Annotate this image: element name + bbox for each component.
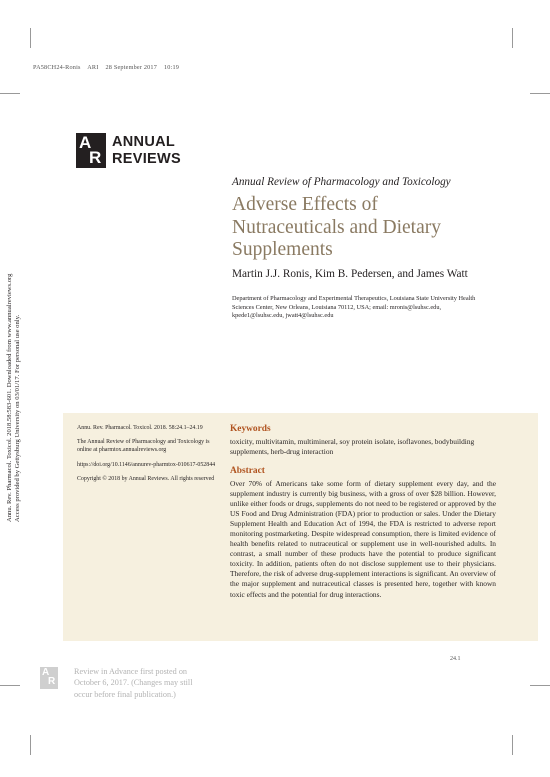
keywords-text: toxicity, multivitamin, multimineral, soy protein isolate, isoflavones, bodybuilding supplements, herb-drug interaction — [230, 437, 475, 457]
crop-mark-left-top — [0, 93, 20, 94]
access-notice-line-1: Annu. Rev. Pharmacol. Toxicol. 2018.58:583-601. Downloaded from www.annualreviews.org — [6, 273, 13, 522]
logo-mark-r: R — [89, 148, 102, 167]
crop-mark-bottom-left — [30, 735, 31, 755]
crop-mark-left-bottom — [0, 685, 20, 686]
crop-mark-bottom-right — [512, 735, 513, 755]
ar-logo-mark — [76, 133, 106, 168]
article-title: Adverse Effects of Nutraceuticals and Dietary Supplements — [232, 194, 441, 260]
logo-mark-a: A — [79, 133, 92, 152]
crop-mark-top-left — [30, 28, 31, 48]
abstract-text: Over 70% of Americans take some form of dietary supplement every day, and the supplement industry is currently big business, with a gross of over $28 billion. However, unlike either foods or drugs, supplements do not need to be registered or approved by the US Food and Drug Administration (FDA) prior to production or sales. Under the Dietary Supplement Health and Education Act of 1994, the FDA is restricted to adverse report monitoring postmarketing. Despite widespread consumption, there is limited evidence of health benefits related to nutraceutical or supplement use in well-nourished adults. In contrast, a small number of these products have the potential to produce significant toxicity. In addition, patients often do not disclose supplement use to their physicians. Therefore, the risk of adverse drug-supplement interactions is significant. An overview of the major supplement and nutraceutical classes is presented here, together with known toxic effects and the potential for drug interactions. — [230, 479, 496, 599]
access-notice — [6, 262, 20, 522]
advance-logo-a: A — [42, 667, 50, 678]
crop-mark-right-top — [530, 93, 550, 94]
advance-logo-r: R — [48, 676, 56, 687]
article-authors: Martin J.J. Ronis, Kim B. Pedersen, and James Watt — [232, 268, 468, 280]
logo-line-2: REVIEWS — [112, 151, 181, 167]
review-in-advance-note: Review in Advance first posted on October 6, 2017. (Changes may still occur before final publication.) — [74, 667, 193, 699]
article-metadata — [77, 424, 219, 489]
review-in-advance-logo — [40, 667, 58, 689]
logo-wordmark — [112, 134, 181, 168]
access-notice-line-2: Access provided by Gettysburg University on 03/01/17. For personal use only. — [13, 314, 21, 522]
crop-mark-right-bottom — [530, 685, 550, 686]
running-header: PA58CH24-Ronis ARI 28 September 2017 10:19 — [33, 64, 180, 71]
doi-link[interactable]: https://doi.org/10.1146/annurev-pharmtox-010617-052844 — [77, 461, 216, 468]
citation: Annu. Rev. Pharmacol. Toxicol. 2018. 58:24.1–24.19 — [77, 425, 203, 431]
crop-mark-top-right — [512, 28, 513, 48]
logo-line-1: ANNUAL — [112, 134, 176, 150]
keywords-heading: Keywords — [230, 424, 271, 434]
annual-reviews-logo — [76, 133, 196, 168]
journal-name: Annual Review of Pharmacology and Toxicology — [232, 176, 451, 188]
abstract-heading: Abstract — [230, 466, 265, 476]
page-number: 24.1 — [450, 656, 461, 662]
copyright: Copyright © 2018 by Annual Reviews. All rights reserved — [77, 475, 215, 482]
author-affiliation: Department of Pharmacology and Experimental Therapeutics, Louisiana State University Health Sciences Center, New Orleans, Louisiana 70112, USA; email: mronis@lsuhsc.edu, kpede1@lsuhsc.edu, jwatt4@lsuhsc.edu — [232, 295, 476, 320]
online-notice: The Annual Review of Pharmacology and Toxicology is online at pharmtox.annualreviews.org — [77, 439, 210, 454]
